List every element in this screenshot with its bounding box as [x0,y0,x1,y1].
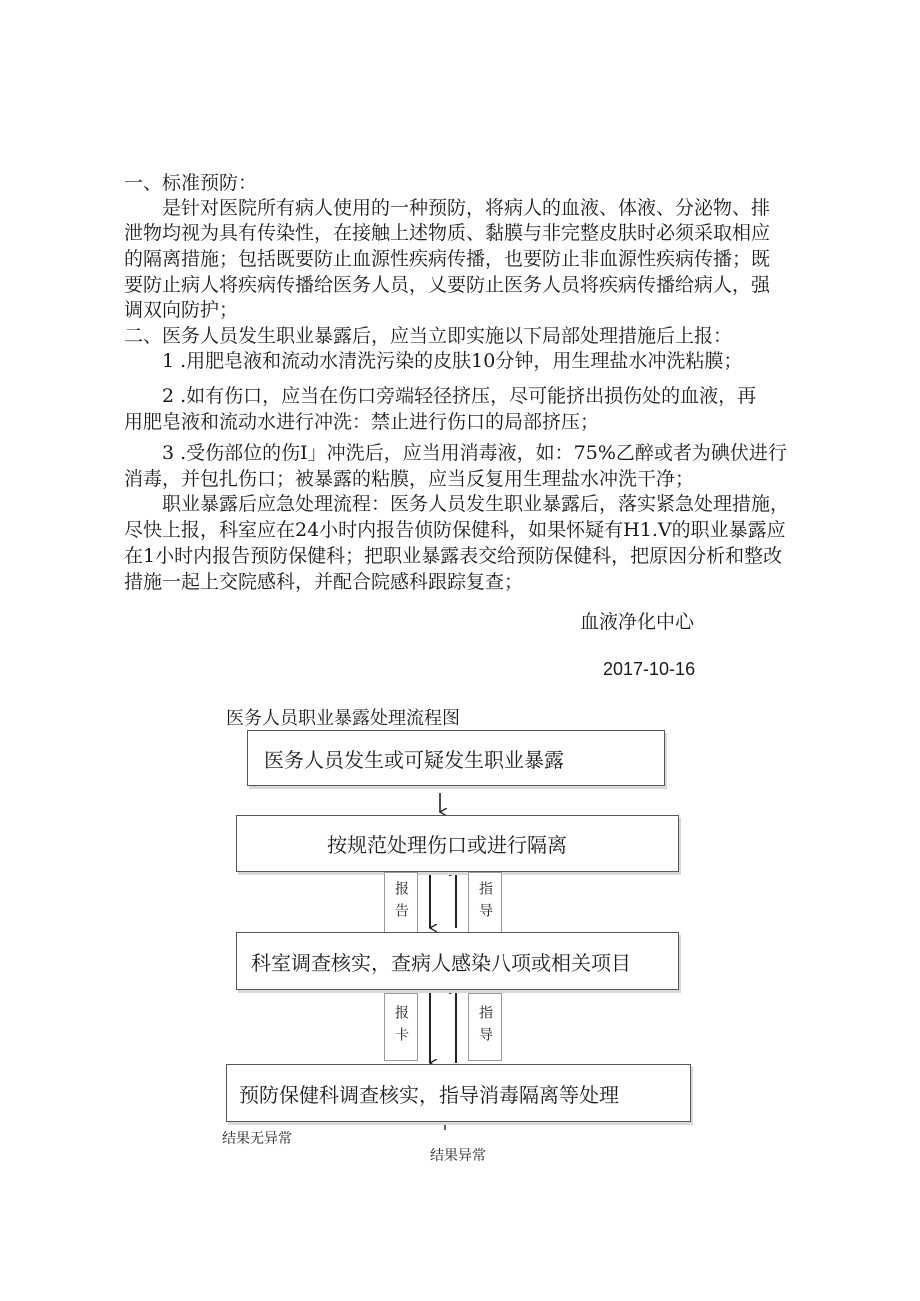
paragraph-line: 1 .用肥皂液和流动水清洗污染的皮肤10分钟，用生理盐水冲洗粘膜； [124,350,743,372]
tag-guide-2-label: 指导 [477,1005,493,1049]
signature-department: 血液净化中心 [580,611,695,633]
paragraph-line: 是针对医院所有病人使用的一种预防，将病人的血液、体液、分泌物、排 [124,197,771,219]
paragraph-line: 措施一起上交院感科，并配合院感科跟踪复查； [124,571,524,593]
paragraph-line: 3 .受伤部位的伤I」冲洗后，应当用消毒液，如：75%乙醉或者为碘伏进行 [124,442,787,464]
paragraph-line: 用肥皂液和流动水进行冲洗：禁止进行伤口的局部挤压； [124,411,600,433]
paragraph-line: 尽快上报，科室应在24小时内报告侦防保健科，如果怀疑有H1.V的职业暴露应 [124,519,786,541]
flow-step-department-verify [236,932,679,990]
tag-guide [468,872,502,934]
paragraph-line: 要防止病人将疾病传播给医务人员，乂要防止医务人员将疾病传播给病人，强 [124,274,771,296]
tag-report-label: 报告 [393,881,409,925]
tag-guide-label: 指导 [477,881,493,925]
paragraph-line: 2 .如有伤口，应当在伤口旁端轻径挤压，尽可能挤出损伤处的血液，再 [124,385,757,407]
flow-step-label: 科室调查核实，查病人感染八项或相关项目 [251,950,631,975]
flow-step-prevention-dept [226,1064,691,1122]
tag-report-card-label: 报卡 [393,1005,409,1049]
flow-step-label: 医务人员发生或可疑发生职业暴露 [264,747,564,772]
flow-step-label: 预防保健科调查核实，指导消毒隔离等处理 [239,1082,619,1107]
outcome-abnormal: 结果异常 [430,1148,486,1164]
tag-report [384,872,418,934]
paragraph-line: 职业暴露后应急处理流程：医务人员发生职业暴露后，落实紧急处理措施， [124,493,790,515]
document-date: 2017-10-16 [603,659,696,679]
paragraph-line: 消毒，并包扎伤口；被暴露的粘膜，应当反复用生理盐水冲洗干净； [124,468,695,490]
paragraph-line: 调双向防护； [124,299,239,321]
paragraph-line: 在1小时内报告预防保健科；把职业暴露表交给预防保健科，把原因分析和整改 [124,545,783,567]
paragraph-line: 泄物均视为具有传染性，在接触上述物质、黏膜与非完整皮肤时必须采取相应 [124,222,771,244]
paragraph-line: 的隔离措施；包括既要防止血源性疾病传播，也要防止非血源性疾病传播；既 [124,248,771,270]
outcome-normal: 结果无异常 [222,1131,292,1147]
section-heading-standard-prevention: 一、标准预防： [124,172,258,194]
flowchart-title: 医务人员职业暴露处理流程图 [226,708,460,729]
section-heading-exposure: 二、医务人员发生职业暴露后，应当立即实施以下局部处理措施后上报： [124,325,733,347]
flow-step-label: 按规范处理伤口或进行隔离 [327,833,567,857]
tag-report-card [384,993,418,1061]
flow-step-exposure [247,730,665,786]
flow-step-treat-wound [236,815,679,872]
tag-guide-2 [468,993,502,1061]
